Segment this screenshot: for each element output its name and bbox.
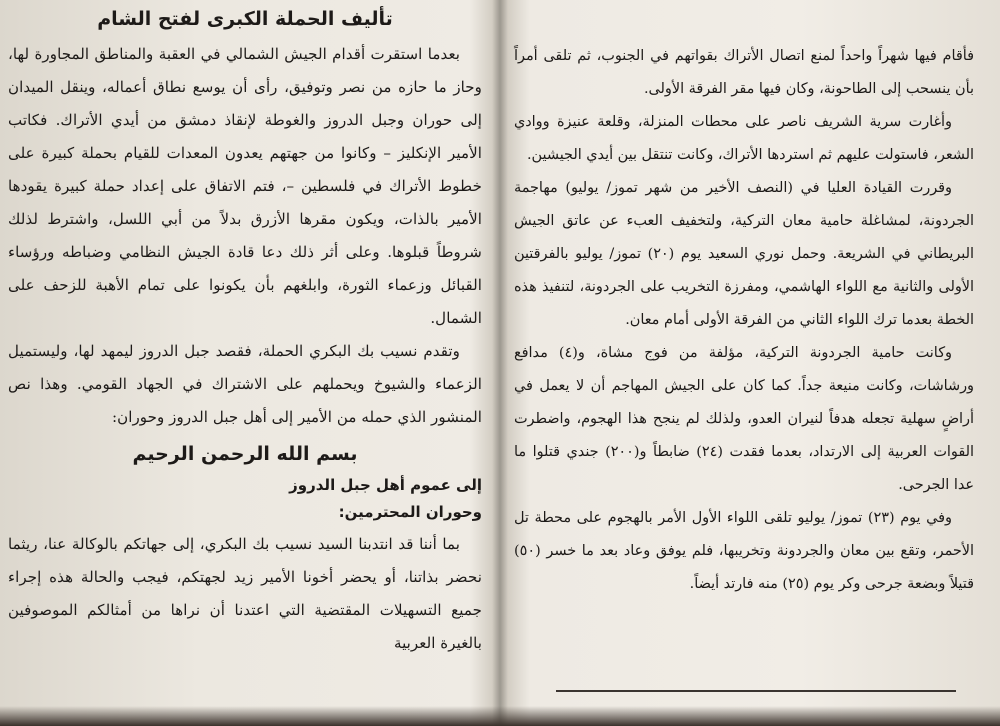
table-shadow xyxy=(0,706,1000,726)
left-page xyxy=(0,0,496,726)
right-paragraph-2: وأغارت سرية الشريف ناصر على محطات المنزلة، وقلعة عنيزة ووادي الشعر، فاستولت عليهم ثم استردها الأتراك، وكانت تنتقل بين أيدي الجيشين. xyxy=(514,114,974,163)
left-paragraph-1: بعدما استقرت أقدام الجيش الشمالي في العقبة والمناطق المجاورة لها، وحاز ما حازه من نصر وتوفيق، رأى أن يوسع نطاق أعماله، وينقل الميدان إلى حوران وجبل الدروز والغوطة لإنقاذ دمشق من أيدي الأتراك. فكاتب الأمير الإنكليز – وكانوا من جهتهم يعدون المعدات للقيام بحملة كبيرة على خطوط الأتراك في فلسطين –، فتم الاتفاق على إعداد حملة كبيرة يقودها الأمير بالذات، ويكون مقرها الأزرق بدلاً من أبي اللسل، واشترط لذلك شروطاً قبلوها. وعلى أثر ذلك دعا قادة الجيش النظامي وضباطه ورؤساء القبائل وزعماء الثورة، وابلغهم بأن يكونوا على تمام الأهبة للزحف على الشمال. xyxy=(8,45,482,327)
right-page xyxy=(504,0,1000,726)
left-paragraph-2: وتقدم نسيب بك البكري الحملة، فقصد جبل الدروز ليمهد لها، وليستميل الزعماء والشيوخ ويحملهم على الاشتراك في الجهاد القومي. وهذا نص المنشور الذي حمله من الأمير إلى أهل جبل الدروز وحوران: xyxy=(8,342,482,426)
right-paragraph-1: فأقام فيها شهراً واحداً لمنع اتصال الأتراك بقواتهم في الجنوب، ثم تلقى أمراً بأن ينسحب إلى الطاحونة، وكان فيها مقر الفرقة الأولى. xyxy=(514,48,974,97)
page-bottom-rule xyxy=(556,690,956,692)
right-paragraph-3: وقررت القيادة العليا في (النصف الأخير من شهر تموز/ يوليو) مهاجمة الجردونة، لمشاغلة حامية معان التركية، ولتخفيف العبء عن عاتق الجيش البريطاني في الشريعة. وحمل نوري السعيد يوم (٢٠) تموز/ يوليو بالفرقتين الأولى والثانية مع اللواء الهاشمي، ومفرزة التخريب على الجردونة، لتنفيذ هذه الخطة بعدما ترك اللواء الثاني من الفرقة الأولى أمام معان. xyxy=(514,180,974,328)
right-paragraph-5: وفي يوم (٢٣) تموز/ يوليو تلقى اللواء الأول الأمر بالهجوم على محطة تل الأحمر، وتقع بين معان والجردونة وتخريبها، فلم يوفق وعاد بعد ما خسر (٥٠) قتيلاً وبضعة جرحى وكر يوم (٢٥) منه فارتد أيضاً. xyxy=(514,510,974,592)
left-paragraph-3: بما أننا قد انتدبنا السيد نسيب بك البكري، إلى جهاتكم بالوكالة عنا، ريثما نحضر بذاتنا، أو يحضر أخونا الأمير زيد لجهتكم، فيجب والحالة هذه إجراء جميع التسهيلات المقتضية التي اعتدنا أن نراها من أمثالكم الموصوفين بالغيرة العربية xyxy=(8,535,482,652)
basmala-heading: بسم الله الرحمن الرحيم xyxy=(132,443,358,465)
proclamation-addressee-1: إلى عموم أهل جبل الدروز xyxy=(289,476,482,494)
proclamation-addressee-2: وحوران المحترمين: xyxy=(338,503,482,521)
section-title: تأليف الحملة الكبرى لفتح الشام xyxy=(97,8,393,30)
right-paragraph-4: وكانت حامية الجردونة التركية، مؤلفة من فوج مشاة، و(٤) مدافع ورشاشات، وكانت منيعة جداً. كما كان على الجيش المهاجم أن لا يعمل في أراضٍ سهلية تجعله هدفاً لنيران العدو، ولذلك لم ينجح هذا الهجوم، واضطرت القوات العربية إلى الارتداد، بعدما فقدت (٢٤) ضابطاً و(٢٠٠) جندي قتلوا ما عدا الجرحى. xyxy=(514,345,974,493)
